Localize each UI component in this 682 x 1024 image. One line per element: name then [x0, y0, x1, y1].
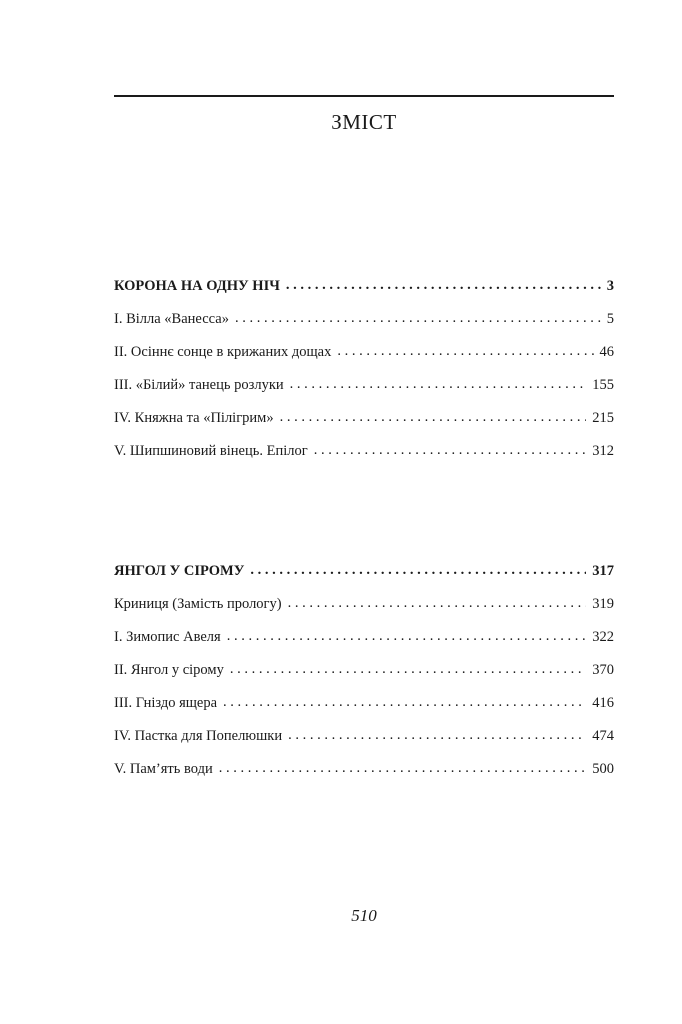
top-rule	[114, 95, 614, 97]
toc-entry[interactable]	[114, 443, 614, 476]
toc-entry[interactable]	[114, 344, 614, 377]
dot-leader	[288, 595, 587, 612]
toc-entry-label: IV. Княжна та «Пілігрим»	[114, 410, 274, 426]
toc-part-heading[interactable]	[114, 278, 614, 311]
dot-leader	[250, 562, 586, 579]
dot-leader	[290, 376, 587, 393]
dot-leader	[223, 694, 586, 711]
toc-page-number: 312	[592, 443, 614, 459]
dot-leader	[337, 343, 593, 360]
toc-page-number: 155	[592, 377, 614, 393]
toc-page-number: 319	[592, 596, 614, 612]
toc-entry[interactable]	[114, 410, 614, 443]
dot-leader	[227, 628, 587, 645]
toc-part-1	[114, 278, 614, 476]
toc-page-number: 3	[606, 278, 614, 294]
toc-entry[interactable]	[114, 629, 614, 662]
toc-page-number: 322	[592, 629, 614, 645]
toc-page-number: 370	[592, 662, 614, 678]
toc-entry[interactable]	[114, 761, 614, 794]
toc-entry[interactable]	[114, 728, 614, 761]
toc-entry-label: I. Вілла «Ванесса»	[114, 311, 229, 327]
toc-entry-label: I. Зимопис Авеля	[114, 629, 221, 645]
dot-leader	[280, 409, 587, 426]
toc-entry[interactable]	[114, 596, 614, 629]
toc-entry-label: V. Шипшиновий вінець. Епілог	[114, 443, 308, 459]
toc-entry-label: II. Осіннє сонце в крижаних дощах	[114, 344, 332, 360]
dot-leader	[288, 727, 586, 744]
dot-leader	[235, 310, 601, 327]
toc-entry-label: II. Янгол у сірому	[114, 662, 224, 678]
toc-entry[interactable]	[114, 695, 614, 728]
toc-entry-label: III. «Білий» танець розлуки	[114, 377, 284, 393]
page-number: 510	[351, 906, 377, 925]
toc-page-number: 500	[592, 761, 614, 777]
toc-entry[interactable]	[114, 311, 614, 344]
toc-part-title: КОРОНА НА ОДНУ НІЧ	[114, 278, 280, 294]
toc-part-title: ЯНГОЛ У СІРОМУ	[114, 563, 245, 579]
dot-leader	[286, 277, 601, 294]
toc-page-number: 317	[592, 563, 614, 579]
toc-entry-label: Криниця (Замість прологу)	[114, 596, 282, 612]
dot-leader	[230, 661, 586, 678]
dot-leader	[219, 760, 587, 777]
dot-leader	[314, 442, 587, 459]
toc-entry[interactable]	[114, 662, 614, 695]
page-title: ЗМІСТ	[331, 110, 397, 134]
toc-entry-label: IV. Пастка для Попелюшки	[114, 728, 283, 744]
toc-page-number: 416	[592, 695, 614, 711]
toc-entry-label: V. Пам’ять води	[114, 761, 213, 777]
toc-entry-label: III. Гніздо ящера	[114, 695, 218, 711]
toc-part-2	[114, 563, 614, 794]
toc-part-heading[interactable]	[114, 563, 614, 596]
toc-page-number: 215	[592, 410, 614, 426]
toc-page-number: 474	[592, 728, 614, 744]
toc-page-number: 46	[599, 344, 614, 360]
toc-page-number: 5	[606, 311, 614, 327]
toc-entry[interactable]	[114, 377, 614, 410]
